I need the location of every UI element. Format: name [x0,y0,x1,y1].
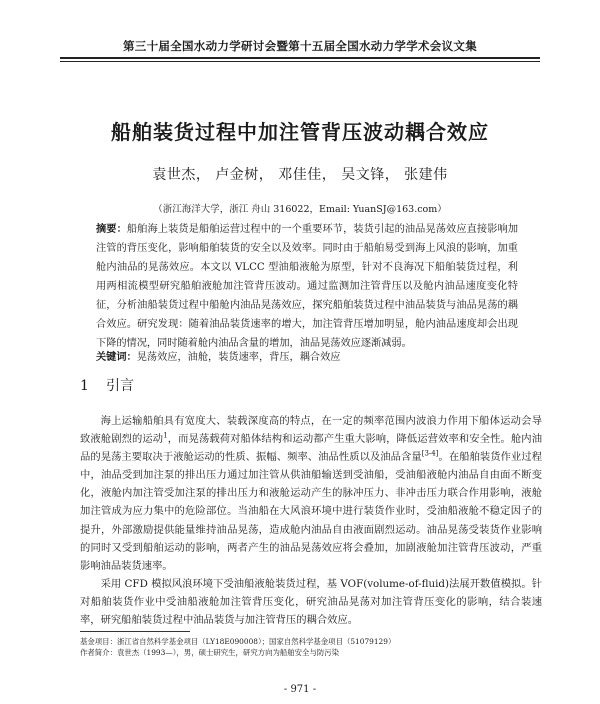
citation: 1 [163,431,168,440]
affiliation: （浙江海洋大学，浙江 舟山 316022，Email: YuanSJ@163.com） [153,204,447,215]
section-title: 引言 [106,378,134,394]
footnote-funding: 基金项目：浙江省自然科学基金项目（LY18E090008）；国家自然科学基金项目（51079129） [80,637,396,646]
section-heading [80,375,134,395]
header-rule-thin [60,61,540,62]
citation: [3-4] [421,449,439,458]
keywords [96,348,518,363]
author-list: 袁世杰， 卢金树， 邓佳佳， 吴文锋， 张建伟 [152,167,448,183]
footnote-rule [80,631,190,632]
paragraph-text: ，而晃荡载荷对船体结构和运动都产生重大影响，降低运营效率和安全性。舱内油品的晃荡主要取决于液舱运动的性质、振幅、频率、油品性质以及油品含量 [80,433,542,464]
body-text [80,412,542,629]
keywords-text: 晃荡效应，油舱，装货速率，背压，耦合效应 [136,352,341,363]
keywords-label: 关键词： [96,352,137,363]
page-number: - 971 - [283,684,317,695]
paragraph [80,412,542,575]
section-number: 1 [80,378,89,394]
footnote-author-bio: 作者简介：袁世杰（1993—），男，硕士研究生，研究方向为船舶安全与防污染 [80,648,340,657]
footnotes [80,636,542,658]
paragraph: 采用 CFD 模拟风浪环境下受油船液舱装货过程，基 VOF(volume-of-fluid)法展开数值模拟。针对船舶装货作业中受油船液舱加注管背压变化，研究油品晃荡对加注管背压变化的影响，结合装速率，研究船舶装货过程中油品装货与加注管背压的耦合效应。 [80,577,542,627]
abstract [96,220,518,353]
paper-title: 船舶装货过程中加注管背压波动耦合效应 [111,120,489,144]
running-header: 第三十届全国水动力学研讨会暨第十五届全国水动力学学术会议文集 [123,39,477,53]
paragraph-text: 海上运输船舶具有宽度大、装载深度高的特点，在一定的频率范围内波浪力作用下船体运动会导致液舱剧烈的运动 [80,415,542,446]
header-rule [60,57,540,59]
abstract-label: 摘要： [96,224,127,235]
paragraph-text: 。在船舶装货作业过程中，油品受到加注泵的排出压力通过加注管从供油船输送到受油船，受油船液舱内油品自由面不断变化，液舱内加注管受加注泵的排出压力和液舱运动产生的脉冲压力、非冲击压力联合作用影响，液舱加注管成为应力集中的危险部位。当油船在大风浪环境中进行装货作业时，受油船液舱不稳定因子的提升，外部激励提供能量维持油品晃荡，造成舱内油品自由液面剧烈运动。油品晃荡受装货作业影响的同时又受到船舶运动的影响，两者产生的油品晃荡效应将会叠加，加剧液舱加注管背压波动，严重影响油品装货速率。 [80,451,543,572]
abstract-text: 船舶海上装货是船舶运营过程中的一个重要环节，装货引起的油品晃荡效应直接影响加注管的背压变化，影响船舶装货的安全以及效率。同时由于船舶易受到海上风浪的影响，加重舱内油品的晃荡效应。本文以 VLCC 型油船液舱为原型，针对不良海况下船舶装货过程，利用两相流模型研究船舶液舱加注管背压波动。通过监测加注管背压以及舱内油品速度变化特征，分析油船装货过程中船舱内油品晃荡效应，探究船舶装货过程中油品装货与油品晃荡的耦合效应。研究发现：随着油品装货速率的增大，加注管背压增加明显，舱内油品速度却会出现下降的情况，同时随着舱内油品含量的增加，油品晃荡效应逐渐减弱。 [96,224,519,349]
